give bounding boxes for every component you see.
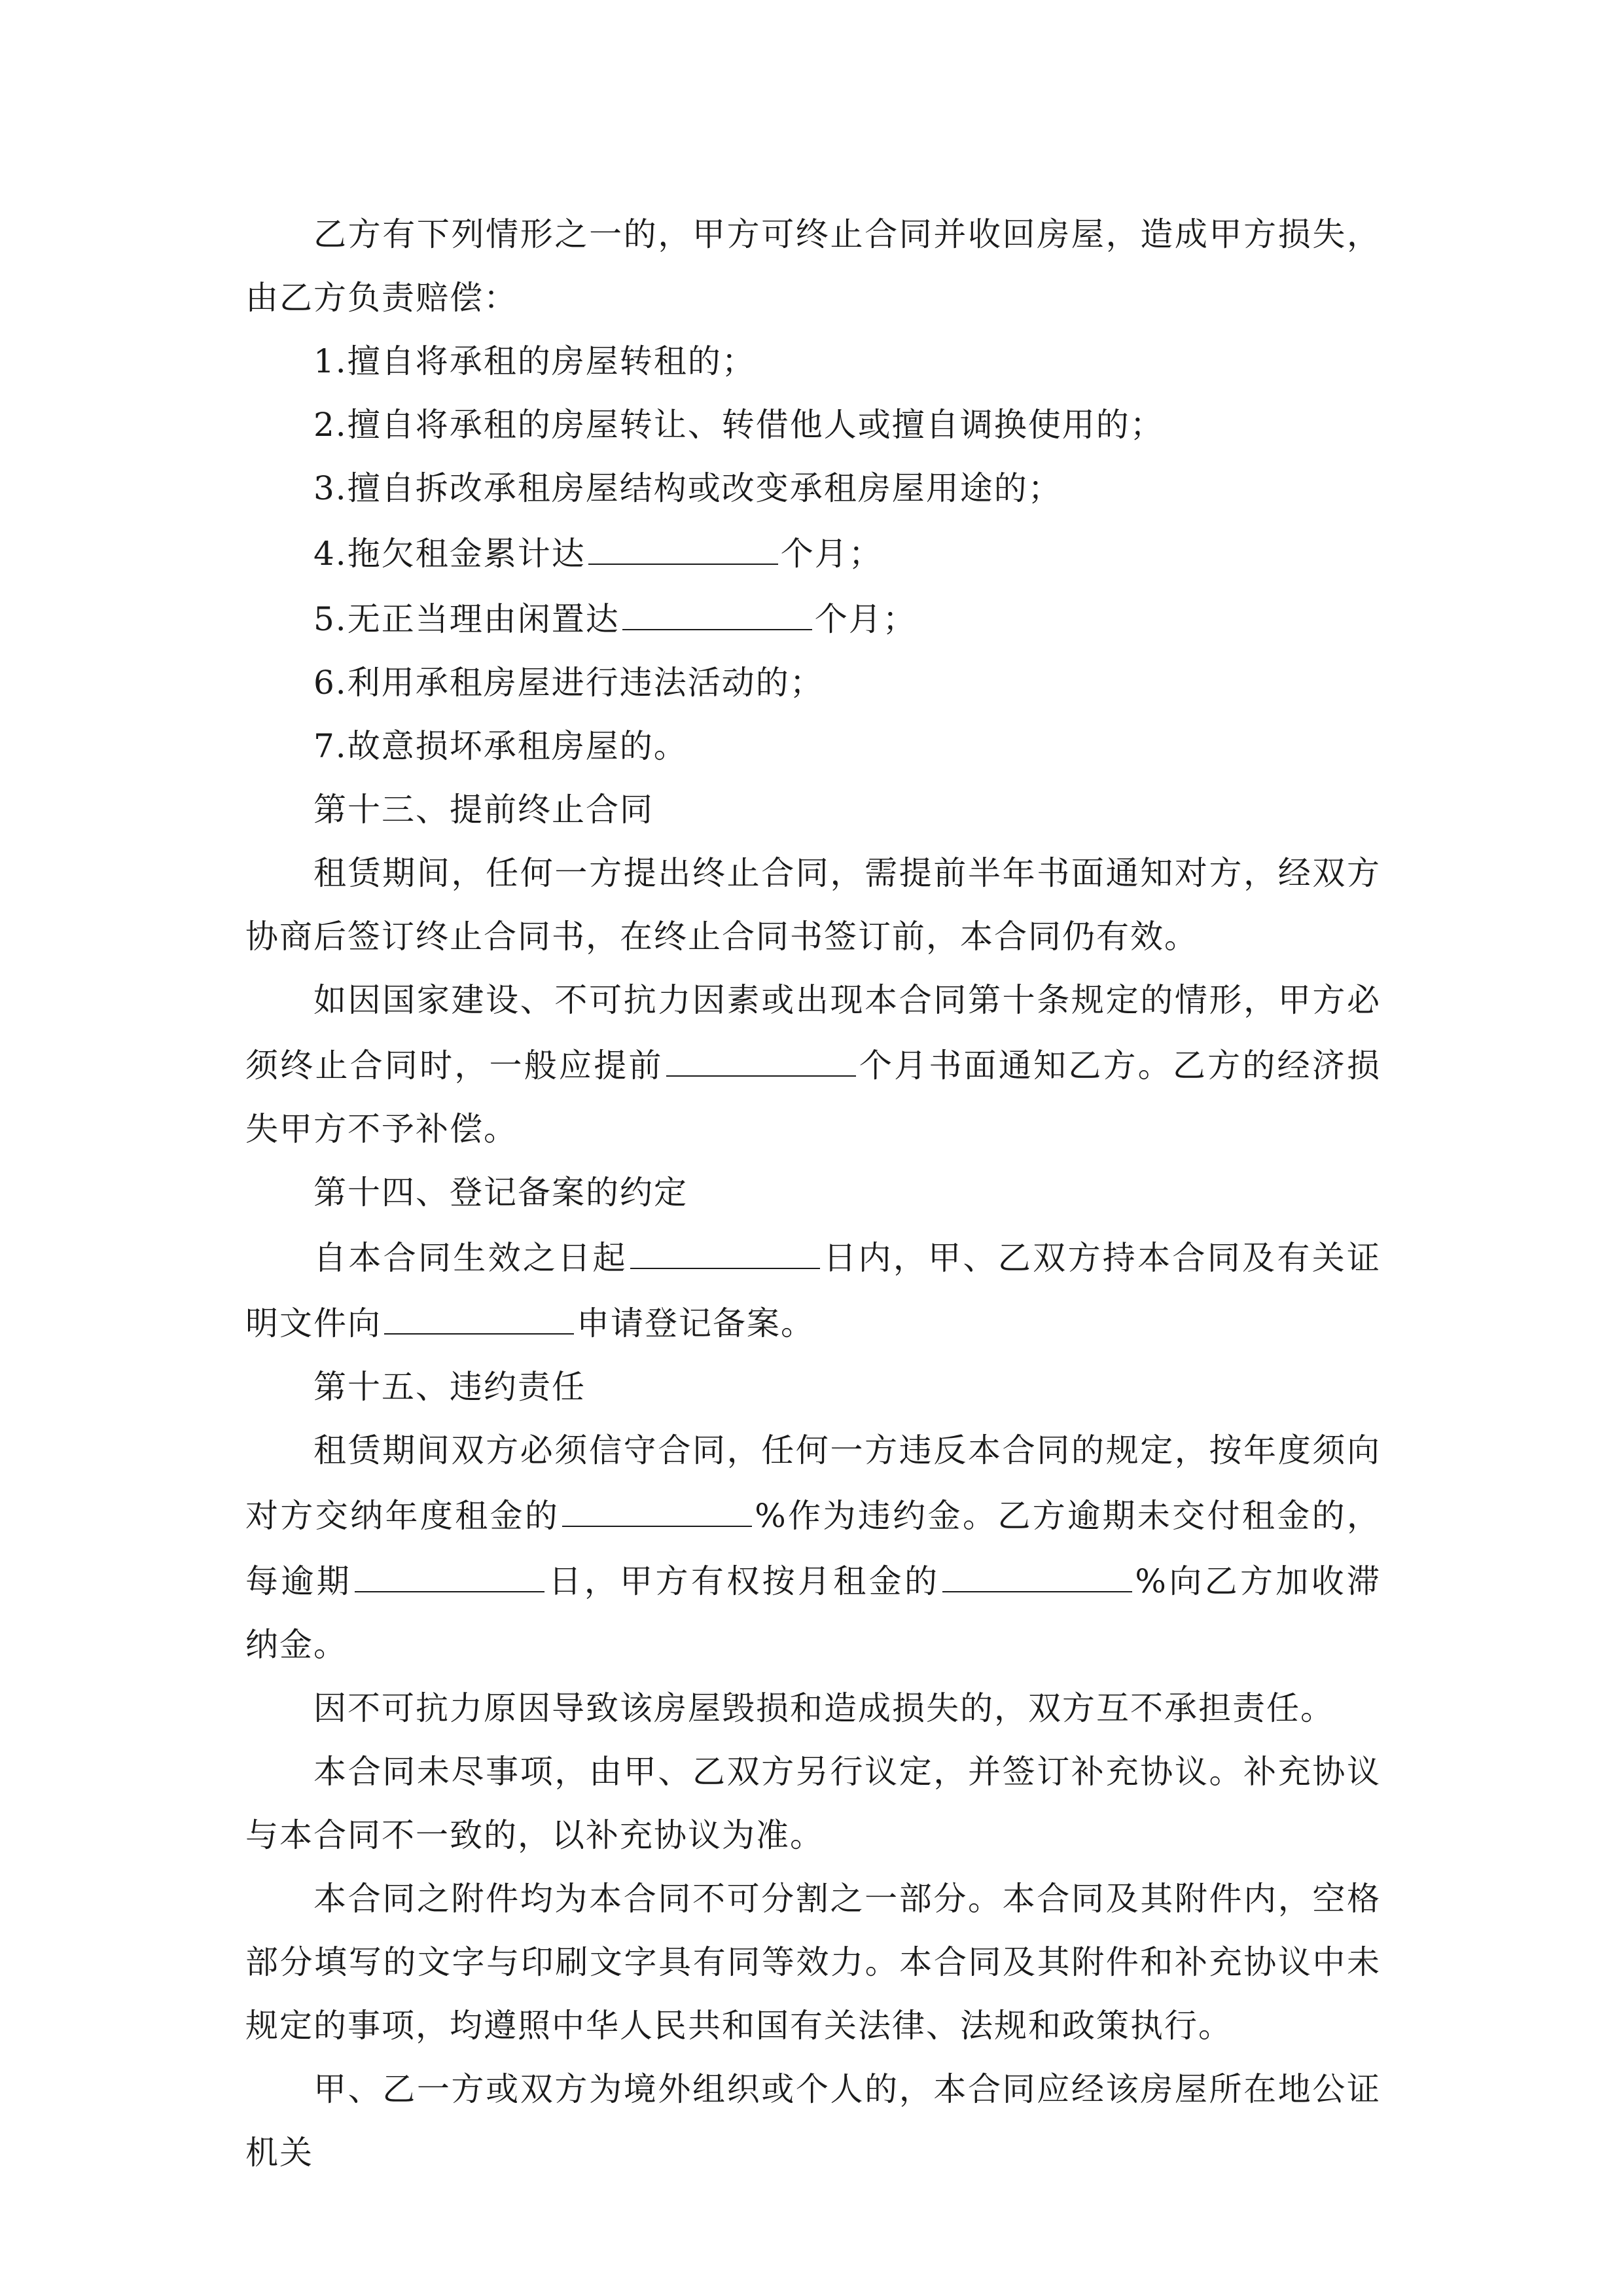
section-heading-13: 第十三、提前终止合同: [313, 791, 654, 829]
list-item-idle-text: 5.无正当理由闲置达: [313, 600, 620, 638]
list-item-idle-unit: 个月；: [814, 600, 917, 638]
paragraph-early-termination: 租赁期间，任何一方提出终止合同，需提前半年书面通知对方，经双方协商后签订终止合同书，在终止合同书签订前，本合同仍有效。: [245, 854, 1381, 956]
fill-in-blank[interactable]: [355, 1548, 544, 1592]
paragraph-breach-rest: %向乙方加收滞纳金。: [245, 1562, 1382, 1664]
paragraph-breach: [245, 1419, 1381, 1677]
paragraph-registration: [245, 1225, 1381, 1355]
paragraph-supplementary-agreement: 本合同未尽事项，由甲、乙双方另行议定，并签订补充协议。补充协议与本合同不一致的，以补充协议为准。: [245, 1753, 1381, 1854]
paragraph-registration-middle: 日内，甲、乙双方持本合同及有关证明文件向: [245, 1239, 1382, 1342]
paragraph-registration-rest: 申请登记备案。: [577, 1304, 815, 1342]
section-heading-15: 第十五、违约责任: [313, 1368, 586, 1406]
list-item-rent-arrears-text: 4.拖欠租金累计达: [313, 535, 586, 573]
paragraph-force-majeure-termination: [245, 969, 1381, 1161]
list-item-sublet: 1.擅自将承租的房屋转租的；: [313, 342, 756, 380]
paragraph-force-majeure-text: 如因国家建设、不可抗力因素或出现本合同第十条规定的情形，甲方必须终止合同时，一般应提前: [245, 981, 1381, 1085]
paragraph-force-majeure-liability: 因不可抗力原因导致该房屋毁损和造成损失的，双方互不承担责任。: [313, 1689, 1334, 1727]
clause-termination-intro: 乙方有下列情形之一的，甲方可终止合同并收回房屋，造成甲方损失，由乙方负责赔偿：: [245, 215, 1381, 317]
paragraph-breach-middle-1: %作为违约金。乙方逾期未交付租金的，每逾期: [245, 1497, 1382, 1600]
document-body: [245, 203, 1381, 2185]
fill-in-blank[interactable]: [384, 1290, 574, 1335]
list-item-transfer: 2.擅自将承租的房屋转让、转借他人或擅自调换使用的；: [313, 406, 1164, 444]
list-item-rent-arrears-unit: 个月；: [780, 535, 883, 573]
paragraph-attachments: 本合同之附件均为本合同不可分割之一部分。本合同及其附件内，空格部分填写的文字与印刷文字具有同等效力。本合同及其附件和补充协议中未规定的事项，均遵照中华人民共和国有关法律、法规和政策执行。: [245, 1880, 1381, 2045]
fill-in-blank[interactable]: [622, 586, 812, 630]
fill-in-blank[interactable]: [666, 1032, 856, 1077]
list-item-alter-structure: 3.擅自拆改承租房屋结构或改变承租房屋用途的；: [313, 469, 1062, 507]
paragraph-registration-text: 自本合同生效之日起: [313, 1239, 628, 1277]
fill-in-blank[interactable]: [588, 520, 778, 565]
list-item-illegal-use: 6.利用承租房屋进行违法活动的；: [313, 664, 824, 702]
paragraph-force-majeure-rest: 个月书面通知乙方。乙方的经济损失甲方不予补偿。: [245, 1047, 1382, 1148]
section-heading-14: 第十四、登记备案的约定: [313, 1174, 688, 1211]
paragraph-breach-middle-2: 日，甲方有权按月租金的: [547, 1562, 940, 1600]
list-item-rent-arrears: [245, 520, 1381, 586]
paragraph-foreign-party: 甲、乙一方或双方为境外组织或个人的，本合同应经该房屋所在地公证机关: [245, 2070, 1381, 2172]
fill-in-blank[interactable]: [562, 1482, 752, 1527]
list-item-damage: 7.故意损坏承租房屋的。: [313, 727, 688, 765]
fill-in-blank[interactable]: [942, 1548, 1132, 1592]
paragraph-breach-text: 租赁期间双方必须信守合同，任何一方违反本合同的规定，按年度须向对方交纳年度租金的: [245, 1431, 1381, 1535]
fill-in-blank[interactable]: [630, 1225, 820, 1269]
list-item-idle: [245, 586, 1381, 651]
